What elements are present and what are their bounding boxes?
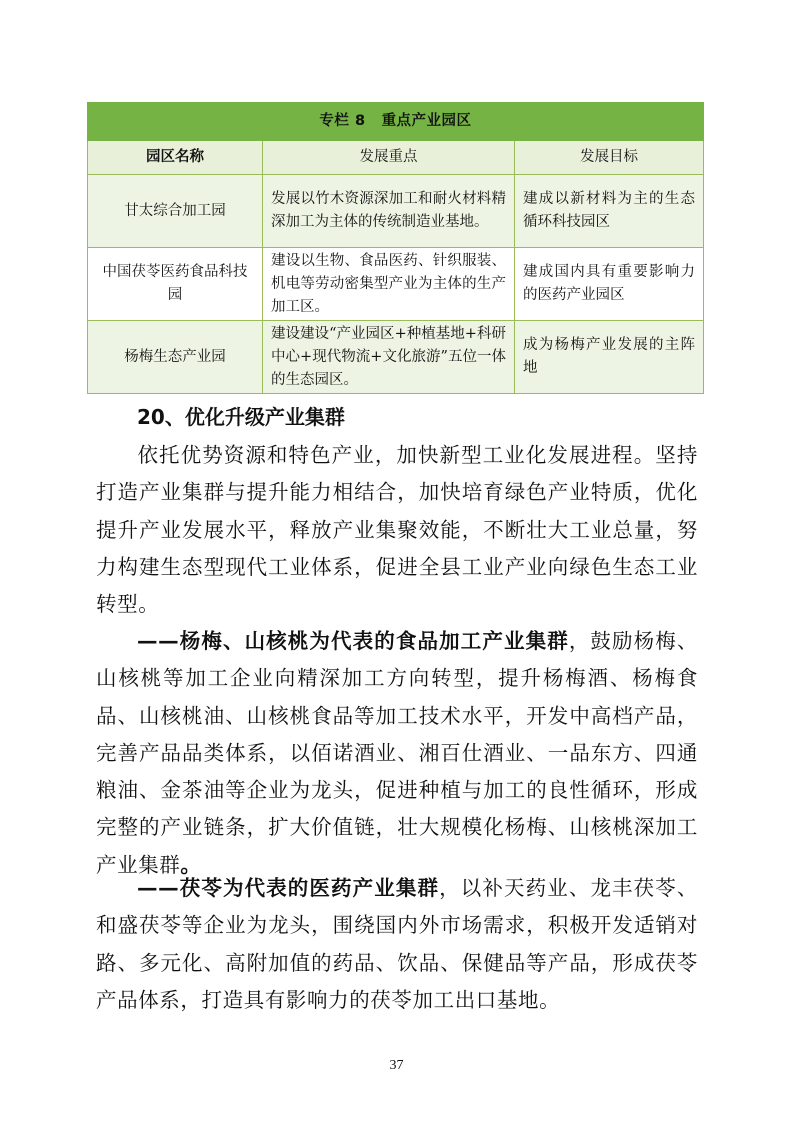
header-development-goal: 发展目标: [515, 141, 704, 175]
table-row: [88, 321, 704, 394]
table-row: [88, 248, 704, 321]
food-cluster-title: ——杨梅、山核桃为代表的食品加工产业集群: [137, 629, 569, 653]
header-development-focus: 发展重点: [263, 141, 515, 175]
table-title-row: [88, 103, 704, 141]
park-name-cell: 杨梅生态产业园: [88, 321, 263, 394]
table-header-row: [88, 141, 704, 175]
intro-text: 依托优势资源和特色产业，加快新型工业化发展进程。坚持打造产业集群与提升能力相结合，加快培育绿色产业特质，优化提升产业发展水平，释放产业集聚效能，不断壮大工业总量，努力构建生态型现代工业体系，促进全县工业产业向绿色生态工业转型。: [96, 443, 698, 617]
goal-cell: 建成国内具有重要影响力的医药产业园区: [515, 248, 704, 321]
focus-cell: 建设以生物、食品医药、针织服装、机电等劳动密集型产业为主体的生产加工区。: [263, 248, 515, 321]
intro-paragraph: [96, 437, 698, 623]
park-name-cell: 甘太综合加工园: [88, 175, 263, 248]
medicine-cluster-title: ——茯苓为代表的医药产业集群: [137, 876, 440, 900]
industrial-parks-table: [87, 102, 704, 394]
food-cluster-paragraph: [96, 623, 698, 884]
table-row: [88, 175, 704, 248]
table-title-text: 重点产业园区: [381, 113, 472, 129]
park-name-cell: 中国茯苓医药食品科技园: [88, 248, 263, 321]
food-cluster-end: 。: [180, 852, 202, 877]
focus-cell: 建设建设“产业园区+种植基地+科研中心+现代物流+文化旅游”五位一体的生态园区。: [263, 321, 515, 394]
medicine-cluster-text: ，以补天药业、龙丰茯苓、和盛茯苓等企业为龙头，围绕国内外市场需求，积极开发适销对路、多元化、高附加值的药品、饮品、保健品等产品，形成茯苓产品体系，打造具有影响力的茯苓加工出口基地。: [96, 876, 699, 1012]
page-number: 37: [389, 1058, 404, 1073]
table-title: [88, 103, 704, 141]
header-park-name: 园区名称: [88, 141, 263, 175]
goal-cell: 建成以新材料为主的生态循环科技园区: [515, 175, 704, 248]
section-heading: 20、优化升级产业集群: [137, 405, 345, 429]
table-title-label: 专栏 8: [319, 113, 366, 129]
focus-cell: 发展以竹木资源深加工和耐火材料精深加工为主体的传统制造业基地。: [263, 175, 515, 248]
medicine-cluster-paragraph: [96, 870, 698, 1019]
food-cluster-text: ，鼓励杨梅、山核桃等加工企业向精深加工方向转型，提升杨梅酒、杨梅食品、山核桃油、山核桃食品等加工技术水平，开发中高档产品，完善产品品类体系，以佰诺酒业、湘百仕酒业、一品东方、四通粮油、金茶油等企业为龙头，促进种植与加工的良性循环，形成完整的产业链条，扩大价值链，壮大规模化杨梅、山核桃深加工产业集群: [96, 629, 698, 877]
goal-cell: 成为杨梅产业发展的主阵地: [515, 321, 704, 394]
